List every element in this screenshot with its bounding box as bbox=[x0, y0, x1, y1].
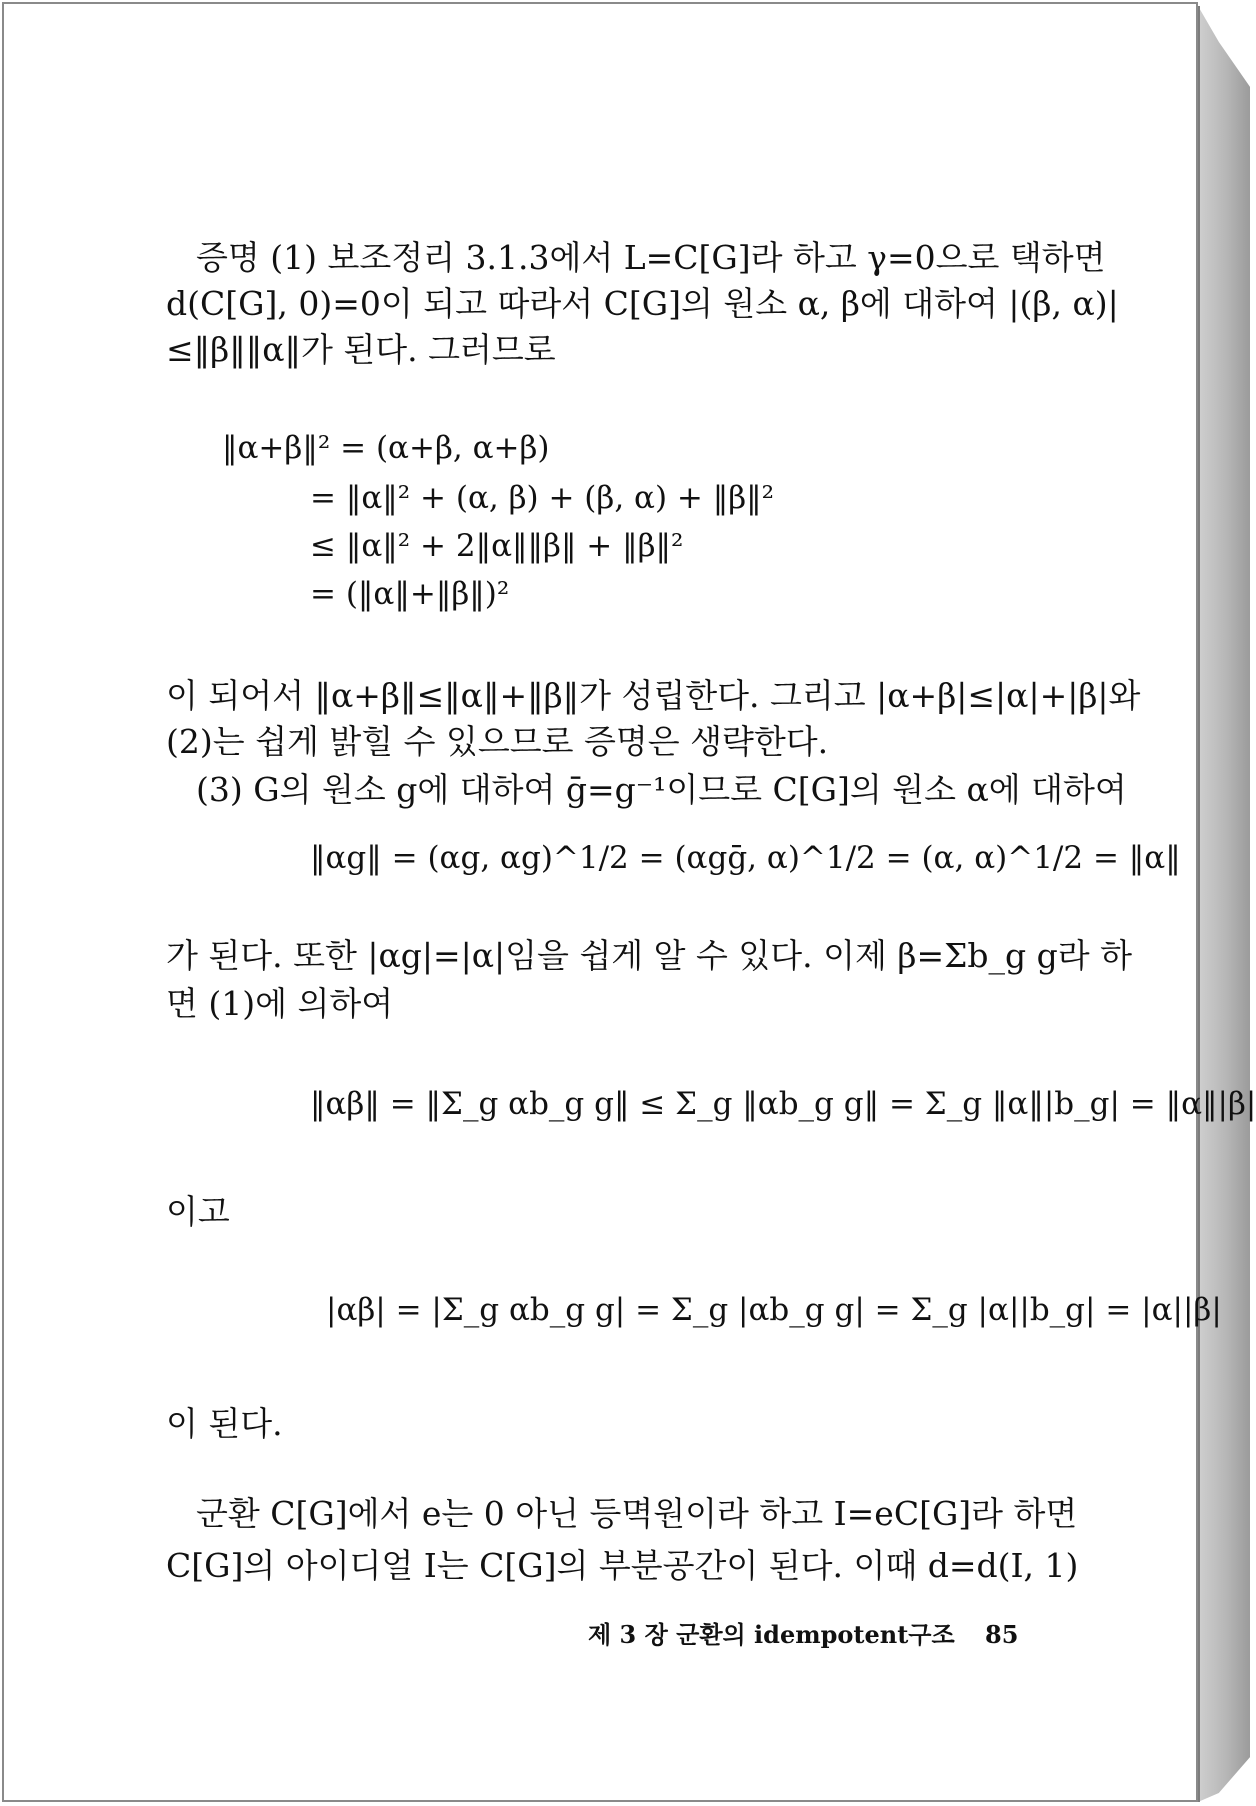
paragraph1-line3: ≤‖β‖‖α‖가 된다. 그러므로 bbox=[166, 330, 556, 369]
equation1-line1: ‖α+β‖² = (α+β, α+β) bbox=[222, 430, 550, 466]
equation3: ‖αβ‖ = ‖Σ_g αb_g g‖ ≤ Σ_g ‖αb_g g‖ = Σ_g ‖α‖|b_g| = ‖α‖|β| bbox=[310, 1086, 1256, 1122]
paragraph4-line2: C[G]의 아이디얼 I는 C[G]의 부분공간이 된다. 이때 d=d(I, 1) bbox=[166, 1546, 1079, 1585]
equation1-line4: = (‖α‖+‖β‖)² bbox=[310, 576, 510, 612]
paragraph2-line2: (2)는 쉽게 밝힐 수 있으므로 증명은 생략한다. bbox=[166, 722, 829, 761]
page-edge-shadow bbox=[1198, 6, 1250, 1802]
running-footer bbox=[588, 1620, 1018, 1650]
paragraph1-line1: 증명 (1) 보조정리 3.1.3에서 L=C[G]라 하고 γ=0으로 택하면 bbox=[196, 238, 1106, 277]
paragraph3-line2: 면 (1)에 의하여 bbox=[166, 984, 394, 1023]
page-edge-line bbox=[1198, 6, 1200, 1802]
text-idoenda: 이 된다. bbox=[166, 1404, 283, 1443]
chapter-title: 제 3 장 군환의 idempotent구조 bbox=[588, 1620, 955, 1649]
equation2: ‖αg‖ = (αg, αg)^1/2 = (αgḡ, α)^1/2 = (α, α)^1/2 = ‖α‖ bbox=[310, 840, 1181, 876]
page-number: 85 bbox=[985, 1620, 1019, 1649]
paragraph2-line3: (3) G의 원소 g에 대하여 ḡ=g⁻¹이므로 C[G]의 원소 α에 대하여 bbox=[196, 770, 1127, 809]
paragraph2-line1: 이 되어서 ‖α+β‖≤‖α‖+‖β‖가 성립한다. 그리고 |α+β|≤|α|+|β|와 bbox=[166, 676, 1141, 715]
text-igo: 이고 bbox=[166, 1192, 230, 1231]
paragraph1-line2: d(C[G], 0)=0이 되고 따라서 C[G]의 원소 α, β에 대하여 |(β, α)| bbox=[166, 284, 1119, 323]
paragraph4-line1: 군환 C[G]에서 e는 0 아닌 등멱원이라 하고 I=eC[G]라 하면 bbox=[196, 1494, 1078, 1533]
equation4: |αβ| = |Σ_g αb_g g| = Σ_g |αb_g g| = Σ_g |α||b_g| = |α||β| bbox=[326, 1292, 1222, 1328]
equation1-line2: = ‖α‖² + (α, β) + (β, α) + ‖β‖² bbox=[310, 480, 775, 516]
paragraph3-line1: 가 된다. 또한 |αg|=|α|임을 쉽게 알 수 있다. 이제 β=Σb_g g라 하 bbox=[166, 936, 1133, 975]
equation1-line3: ≤ ‖α‖² + 2‖α‖‖β‖ + ‖β‖² bbox=[310, 528, 684, 564]
